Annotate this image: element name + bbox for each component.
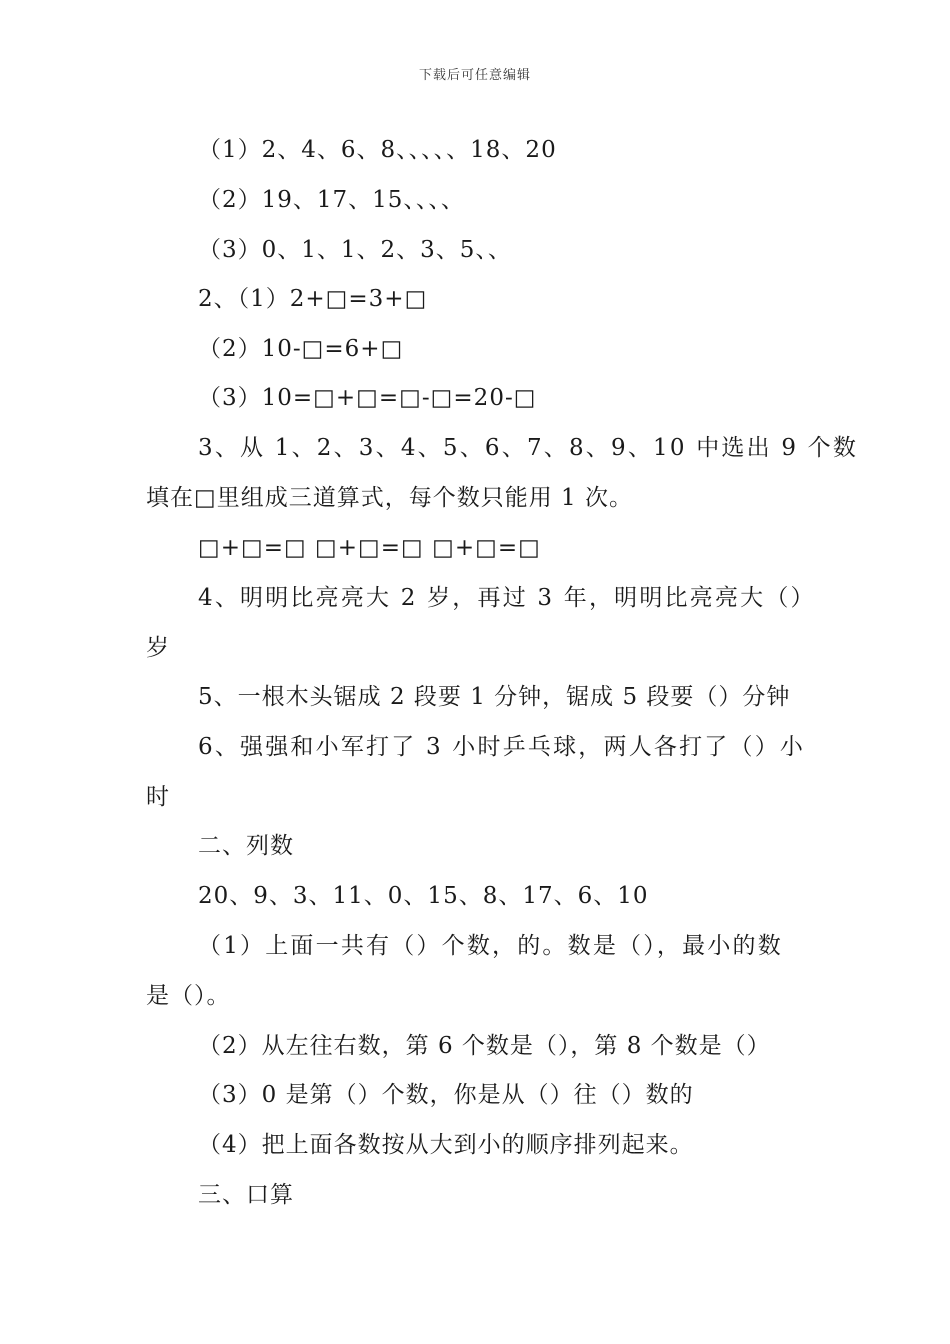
sequence-item-2: （2）19、17、15、、、、 bbox=[198, 187, 465, 213]
sequence-item-1: （1）2、4、6、8、、、、、18、20 bbox=[198, 137, 557, 163]
question-5-text: 5、一根木头锯成 2 段要 1 分钟，锯成 5 段要（）分钟 bbox=[198, 684, 791, 710]
sequence-item-3: （3）0、1、1、2、3、5、、 bbox=[198, 237, 512, 263]
number-list: 20、9、3、11、0、15、8、17、6、10 bbox=[198, 883, 649, 909]
list-question-4: （4）把上面各数按从大到小的顺序排列起来。 bbox=[198, 1132, 694, 1158]
question-2-part-3: （3）10=□+□=□-□=20-□ bbox=[198, 385, 537, 411]
question-2-part-2: （2）10-□=6+□ bbox=[198, 336, 404, 362]
section-2-heading: 二、列数 bbox=[198, 833, 294, 859]
list-question-2: （2）从左往右数，第 6 个数是（），第 8 个数是（） bbox=[198, 1033, 771, 1059]
question-2-part-1: 2、（1）2+□=3+□ bbox=[198, 286, 428, 312]
list-question-1-continued: 是（）。 bbox=[146, 983, 231, 1009]
question-6-text-continued: 时 bbox=[146, 784, 170, 810]
question-4-text-continued: 岁 bbox=[146, 635, 170, 661]
list-question-1: （1）上面一共有（）个数，的。数是（），最小的数 bbox=[198, 933, 783, 959]
question-6-text: 6、强强和小军打了 3 小时乒乓球，两人各打了（）小 bbox=[198, 734, 806, 760]
question-4-text: 4、明明比亮亮大 2 岁，再过 3 年，明明比亮亮大（） bbox=[198, 585, 816, 611]
section-3-heading: 三、口算 bbox=[198, 1182, 294, 1208]
question-3-text: 3、从 1、2、3、4、5、6、7、8、9、10 中选出 9 个数 bbox=[198, 435, 859, 461]
question-3-text-continued: 填在□里组成三道算式，每个数只能用 1 次。 bbox=[146, 485, 633, 511]
list-question-3: （3）0 是第（）个数，你是从（）往（）数的 bbox=[198, 1082, 694, 1108]
page-header: 下载后可任意编辑 bbox=[418, 68, 531, 83]
question-3-equations: □+□=□ □+□=□ □+□=□ bbox=[198, 535, 541, 561]
